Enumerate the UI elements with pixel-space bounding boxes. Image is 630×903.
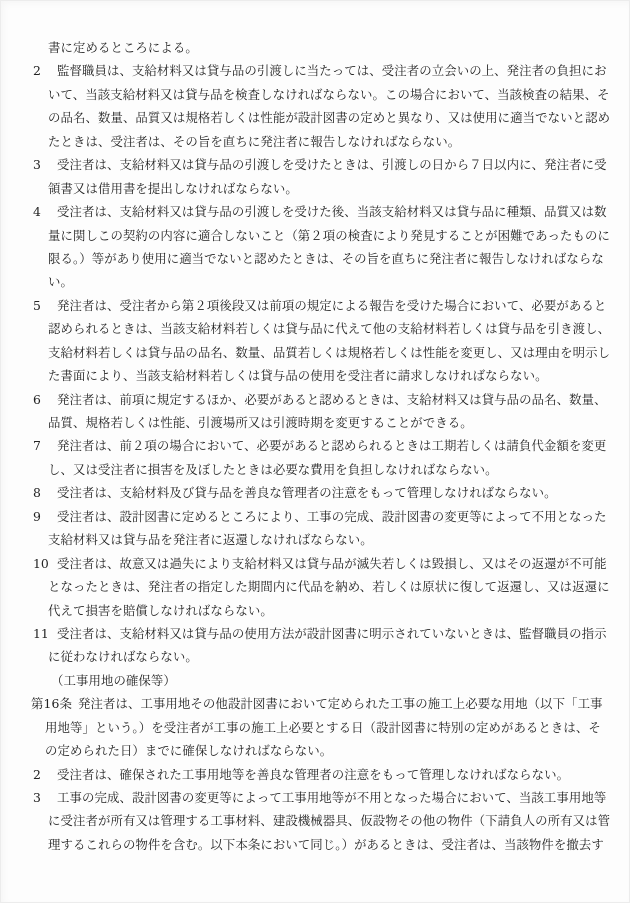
- line-text: 領書又は借用書を提出しなければならない。: [48, 180, 298, 196]
- clause-wrapped-line: [31, 83, 616, 106]
- line-text: に従わなければならない。: [48, 649, 198, 665]
- section-heading: [31, 669, 616, 692]
- line-text: （工事用地の確保等）: [51, 672, 176, 688]
- clause-continuation-line: [31, 36, 616, 59]
- clause-number: 3: [33, 790, 41, 805]
- clause-number: 11: [33, 625, 49, 641]
- line-text: 支給材料若しくは貸与品の品名、数量、品質若しくは規格若しくは性能を変更し、又は理由を明示し: [48, 344, 611, 360]
- line-text: 発注者は、前項に規定するほか、必要があると認めるときは、支給材料又は貸与品の品名、数量、: [57, 391, 607, 407]
- clause-wrapped-line: [31, 645, 616, 668]
- clause-number: 3: [33, 157, 41, 173]
- clause-wrapped-line: [31, 177, 616, 200]
- line-text: 発注者は、受注者から第２項後段又は前項の規定による報告を受けた場合において、必要があると: [57, 297, 607, 313]
- line-text: たときは、受注者は、その旨を直ちに発注者に報告しなければならない。: [48, 133, 461, 149]
- line-text: 代えて損害を賠償しなければならない。: [48, 602, 273, 618]
- line-text: 発注者は、前２項の場合において、必要があると認められるときは工期若しくは請負代金額を変更: [57, 438, 607, 454]
- line-text: し、又は受注者に損害を及ぼしたときは必要な費用を負担しなければならない。: [48, 461, 498, 477]
- clause-number: 10: [33, 555, 49, 571]
- clause-wrapped-line: [31, 341, 616, 364]
- clause-line: [31, 153, 616, 176]
- article-line: [31, 692, 616, 715]
- clause-wrapped-line: [31, 106, 616, 129]
- clause-number: 7: [33, 438, 41, 454]
- clause-line: [31, 434, 616, 457]
- clause-line: [31, 786, 616, 809]
- clause-line: [31, 294, 616, 317]
- line-text: 受注者は、支給材料及び貸与品を善良な管理者の注意をもって管理しなければならない。: [57, 485, 557, 501]
- line-text: 理するこれらの物件を含む。以下本条において同じ。）があるときは、受注者は、当該物件を撤去す: [48, 836, 604, 852]
- clause-wrapped-line: [31, 411, 616, 434]
- line-text: 受注者は、支給材料又は貸与品の引渡しを受けたときは、引渡しの日から７日以内に、発注者に受: [57, 157, 607, 173]
- line-text: 受注者は、故意又は過失により支給材料又は貸与品が滅失若しくは毀損し、又はその返還が不可能: [57, 555, 607, 571]
- contract-text-block: [31, 36, 616, 856]
- clause-wrapped-line: [31, 364, 616, 387]
- line-text: の定められた日）までに確保しなければならない。: [45, 743, 333, 759]
- line-text: 用地等」という。）を受注者が工事の施工上必要とする日（設計図書に特別の定めがあるときは、そ: [45, 719, 601, 735]
- line-text: 受注者は、支給材料又は貸与品の使用方法が設計図書に明示されていないときは、監督職員の指示: [57, 625, 607, 641]
- clause-number: 9: [33, 508, 41, 524]
- line-text: 限る。）等があり使用に適当でないと認めたときは、その旨を直ちに発注者に報告しなければならな: [48, 250, 604, 266]
- line-text: 受注者は、確保された工事用地等を善良な管理者の注意をもって管理しなければならない。: [57, 766, 570, 782]
- line-text: いて、当該支給材料又は貸与品を検査しなければならない。この場合において、当該検査の結果、そ: [48, 86, 610, 102]
- line-text: 認められるときは、当該支給材料若しくは貸与品に代えて他の支給材料若しくは貸与品を引き渡し、: [48, 321, 611, 337]
- clause-wrapped-line: [31, 224, 616, 247]
- clause-line: [31, 481, 616, 504]
- clause-wrapped-line: [31, 130, 616, 153]
- clause-wrapped-line: [31, 458, 616, 481]
- line-text: 監督職員は、支給材料又は貸与品の引渡しに当たっては、受注者の立会いの上、発注者の負担にお: [57, 63, 607, 79]
- line-text: に受注者が所有又は管理する工事材料、建設機械器具、仮設物その他の物件（下請負人の所有又は管: [48, 813, 611, 829]
- clause-wrapped-line: [31, 599, 616, 622]
- line-text: 品質、規格若しくは性能、引渡場所又は引渡時期を変更することができる。: [48, 415, 473, 430]
- line-text: い。: [48, 274, 73, 290]
- clause-line: [31, 59, 616, 82]
- article-wrapped-line: [31, 739, 616, 762]
- clause-number: 5: [33, 297, 41, 313]
- clause-wrapped-line: [31, 528, 616, 551]
- line-text: 書に定めるところによる。: [48, 40, 198, 55]
- line-text: 発注者は、工事用地その他設計図書において定められた工事の施工上必要な用地（以下「工事: [78, 696, 603, 712]
- line-text: 受注者は、支給材料又は貸与品の引渡しを受けた後、当該支給材料又は貸与品に種類、品質又は数: [57, 204, 607, 220]
- clause-wrapped-line: [31, 575, 616, 598]
- line-text: となったときは、発注者の指定した期間内に代品を納め、若しくは原状に復して返還し、又は返還に: [48, 579, 610, 595]
- clause-line: [31, 763, 616, 786]
- clause-wrapped-line: [31, 247, 616, 270]
- line-text: の品名、数量、品質又は規格若しくは性能が設計図書の定めと異なり、又は使用に適当でないと認め: [48, 110, 611, 126]
- clause-wrapped-line: [31, 833, 616, 856]
- clause-number: 4: [33, 204, 41, 220]
- line-text: た書面により、当該支給材料若しくは貸与品の使用を受注者に請求しなければならない。: [48, 368, 548, 384]
- line-text: 受注者は、設計図書に定めるところにより、工事の完成、設計図書の変更等によって不用となった: [57, 508, 607, 524]
- clause-line: [31, 200, 616, 223]
- clause-line: [31, 622, 616, 645]
- line-text: 工事の完成、設計図書の変更等によって工事用地等が不用となった場合において、当該工事用地等: [57, 790, 607, 805]
- clause-number: 8: [33, 485, 41, 501]
- line-text: 量に関しこの契約の内容に適合しないこと（第２項の検査により発見することが困難であったものに: [48, 227, 610, 243]
- clause-wrapped-line: [31, 809, 616, 832]
- clause-number: 2: [33, 766, 41, 782]
- clause-wrapped-line: [31, 317, 616, 340]
- clause-line: [31, 552, 616, 575]
- clause-number: 2: [33, 63, 41, 79]
- clause-number: 6: [33, 391, 41, 407]
- line-text: 支給材料又は貸与品を発注者に返還しなければならない。: [48, 532, 373, 548]
- article-wrapped-line: [31, 716, 616, 739]
- clause-wrapped-line: [31, 270, 616, 293]
- article-number: 第16条: [31, 696, 72, 712]
- clause-line: [31, 388, 616, 411]
- clause-line: [31, 505, 616, 528]
